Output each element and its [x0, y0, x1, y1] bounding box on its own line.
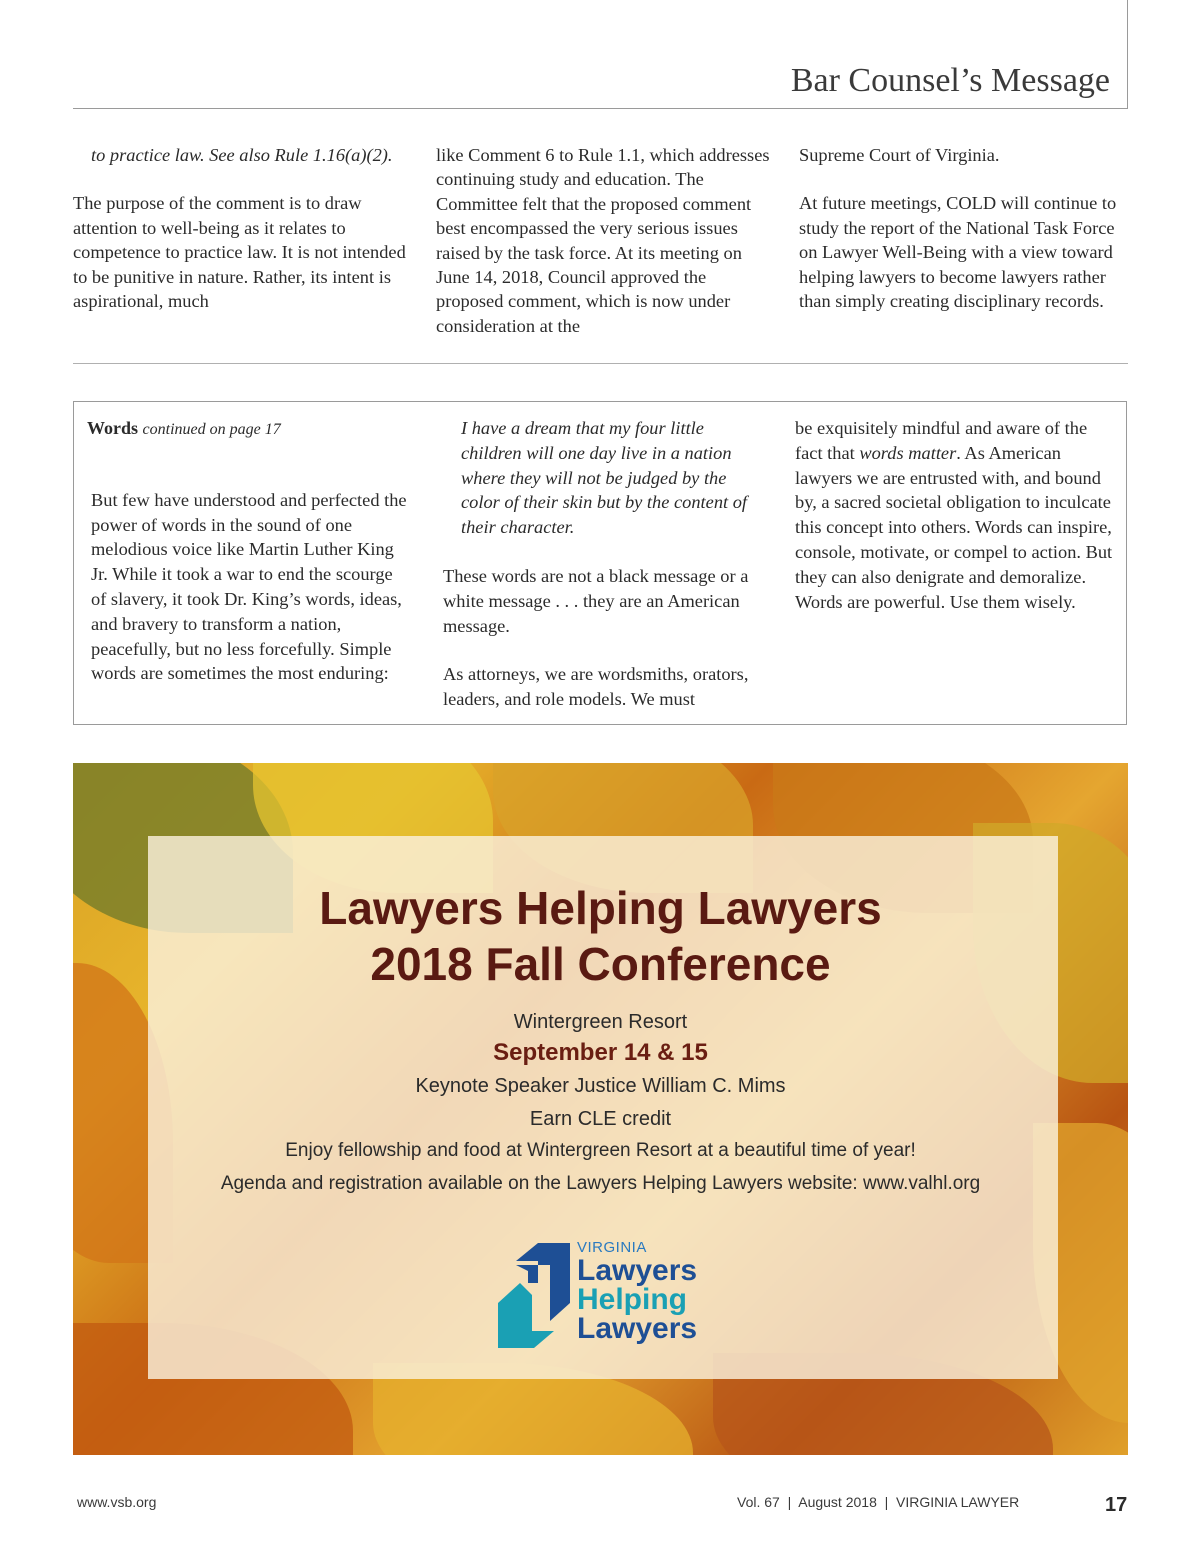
article-column-2	[436, 143, 776, 338]
logo-state: VIRGINIA	[577, 1239, 647, 1256]
words-paragraph	[795, 416, 1115, 614]
ad-title-line2: 2018 Fall Conference	[370, 938, 831, 990]
page-number: 17	[1105, 1494, 1128, 1516]
article-column-1	[73, 143, 413, 313]
words-column-2	[443, 416, 763, 712]
continued-label-page: continued on page 17	[142, 421, 281, 438]
logo-word-1: Lawyers	[577, 1254, 698, 1287]
ad-cle: Earn CLE credit	[529, 1108, 672, 1130]
words-paragraph: These words are not a black message or a white message . . . they are an American message.	[443, 565, 749, 636]
ad-dates: September 14 & 15	[493, 1039, 708, 1066]
words-column-3	[795, 416, 1115, 614]
continued-label-title: Words	[87, 418, 139, 438]
article-column-3	[799, 143, 1121, 313]
header-rule	[73, 108, 1128, 109]
article-paragraph: At future meetings, COLD will continue to study the report of the National Task Force on Lawyer Well-Being with a view toward helping lawyers to become lawyers rather than simply creating disciplinary records.	[799, 193, 1117, 312]
article-paragraph: Supreme Court of Virginia.	[799, 145, 1000, 165]
continued-label	[87, 416, 407, 443]
words-text: . As American lawyers we are entrusted with, and bound by, a sacred societal obligation to inculcate this concept into others. Words can inspire, console, motivate, or compel to action. But they can also denigrate and demoralize. Words are powerful. Use them wisely.	[795, 442, 1113, 612]
words-text: be exquisitely mindful and aware of the fact that	[795, 418, 1088, 463]
logo-word-2: Helping	[577, 1283, 687, 1316]
ad-keynote: Keynote Speaker Justice William C. Mims	[415, 1075, 786, 1097]
header-vertical-rule	[1127, 0, 1128, 108]
ad-tagline: Enjoy fellowship and food at Wintergreen Resort at a beautiful time of year!	[285, 1140, 916, 1161]
section-title: Bar Counsel’s Message	[790, 62, 1110, 99]
words-emphasis: words matter	[859, 442, 957, 463]
logo-word-3: Lawyers	[577, 1312, 698, 1345]
words-paragraph: As attorneys, we are wordsmiths, orators, leaders, and role models. We must	[443, 664, 749, 710]
section-divider	[73, 363, 1128, 364]
words-paragraph: But few have understood and perfected the power of words in the sound of one melodious voice like Martin Luther King Jr. While it took a war to end the scourge of slavery, it took Dr. King’s words, ideas, and bravery to transform a nation, peacefully, but no less forcefully. Simple words are sometimes the most enduring:	[91, 489, 407, 684]
footer-issue: Vol. 67 | August 2018 | VIRGINIA LAWYER	[737, 1494, 1020, 1510]
words-column-1	[87, 416, 407, 686]
lhl-logo-icon	[498, 1243, 570, 1348]
ad-registration: Agenda and registration available on the Lawyers Helping Lawyers website: www.valhl.org	[220, 1173, 981, 1194]
continued-quote: to practice law. See also Rule 1.16(a)(2).	[91, 145, 393, 165]
footer-website[interactable]: www.vsb.org	[77, 1494, 157, 1510]
lhl-logo-text	[577, 1240, 697, 1343]
article-paragraph: The purpose of the comment is to draw attention to well-being as it relates to competence to practice law. It is not intended to be punitive in nature. Rather, its intent is aspirational, much	[73, 193, 406, 312]
mlk-quote: I have a dream that my four little children will one day live in a nation where they will not be judged by the color of their skin but by the content of their character.	[461, 418, 748, 538]
ad-venue: Wintergreen Resort	[513, 1011, 688, 1033]
ad-title-line1: Lawyers Helping Lawyers	[319, 882, 882, 934]
article-paragraph: like Comment 6 to Rule 1.1, which addresses continuing study and education. The Committee felt that the proposed comment best encompassed the very serious issues raised by the task force. At its meeting on June 14, 2018, Council approved the proposed comment, which is now under consideration at the	[436, 145, 770, 336]
